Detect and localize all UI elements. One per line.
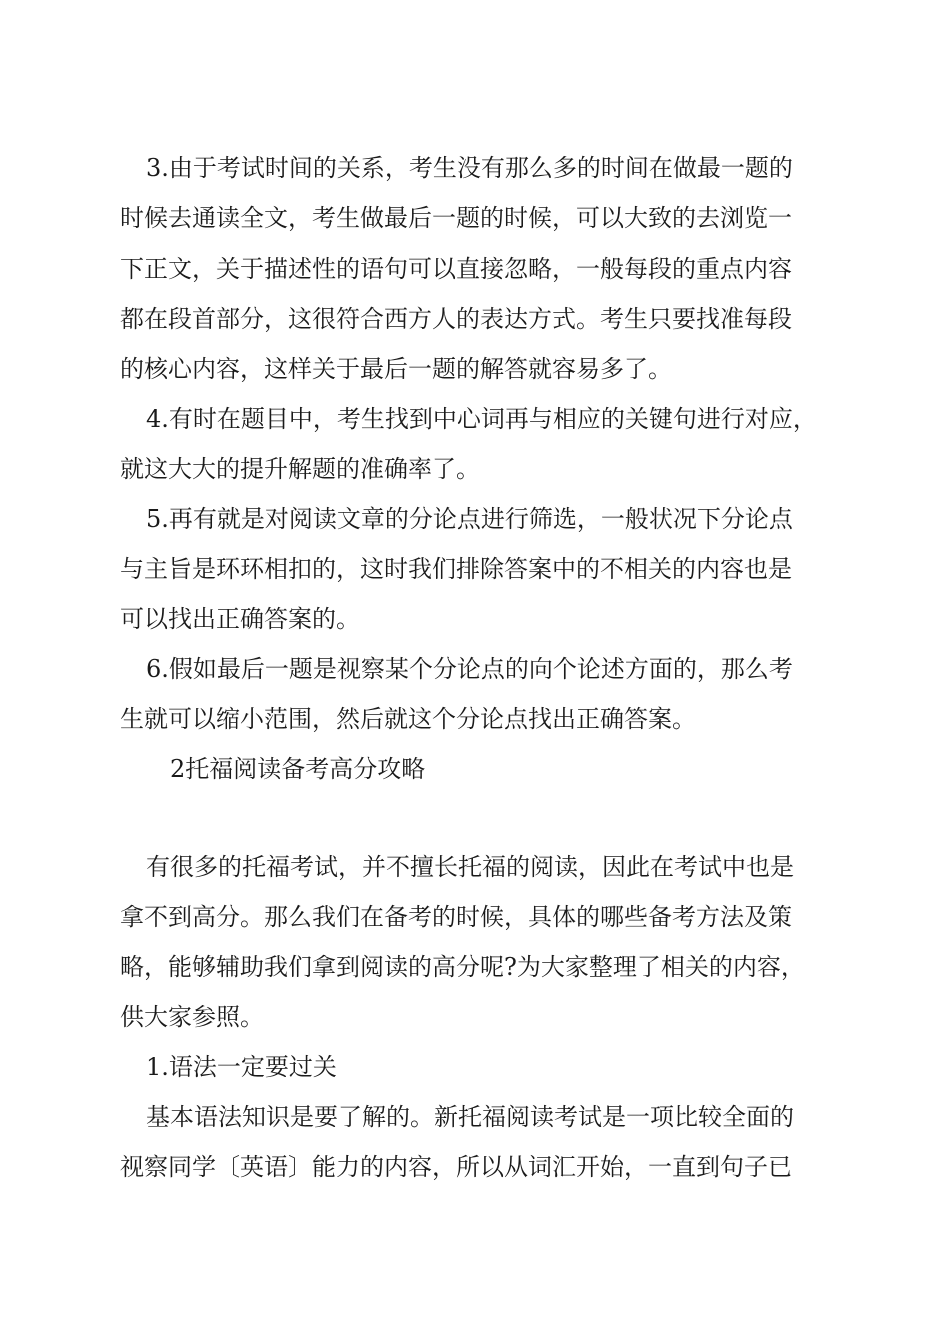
line-text: 就这大大的提升解题的准确率了。 (120, 455, 480, 483)
paragraph-line (0, 1099, 950, 1135)
line-text: 3.由于考试时间的关系，考生没有那么多的时间在做最一题的 (146, 154, 793, 182)
paragraph-line (0, 1149, 950, 1185)
paragraph-line (0, 551, 950, 587)
heading-text: 2托福阅读备考高分攻略 (170, 755, 426, 783)
line-text: 时候去通读全文，考生做最后一题的时候，可以大致的去浏览一 (120, 204, 792, 232)
subheading-line (0, 1049, 950, 1085)
paragraph-line (0, 849, 950, 885)
line-text: 4.有时在题目中，考生找到中心词再与相应的关键句进行对应， (146, 405, 817, 433)
line-text: 都在段首部分，这很符合西方人的表达方式。考生只要找准每段 (120, 305, 792, 333)
paragraph-line (0, 949, 950, 985)
line-text: 的核心内容，这样关于最后一题的解答就容易多了。 (120, 355, 672, 383)
paragraph-line (0, 999, 950, 1035)
line-text: 有很多的托福考试，并不擅长托福的阅读，因此在考试中也是 (146, 853, 794, 881)
line-text: 可以找出正确答案的。 (120, 605, 360, 633)
paragraph-line (0, 601, 950, 637)
line-text: 与主旨是环环相扣的，这时我们排除答案中的不相关的内容也是 (120, 555, 792, 583)
line-text: 5.再有就是对阅读文章的分论点进行筛选，一般状况下分论点 (146, 505, 793, 533)
paragraph-line (0, 501, 950, 537)
line-text: 基本语法知识是要了解的。新托福阅读考试是一项比较全面的 (146, 1103, 794, 1131)
paragraph-line (0, 651, 950, 687)
paragraph-line (0, 200, 950, 236)
paragraph-line (0, 351, 950, 387)
line-text: 供大家参照。 (120, 1003, 264, 1031)
paragraph-line (0, 251, 950, 287)
section-heading (0, 751, 950, 787)
paragraph-line (0, 451, 950, 487)
paragraph-line (0, 701, 950, 737)
paragraph-line (0, 150, 950, 186)
line-text: 下正文，关于描述性的语句可以直接忽略，一般每段的重点内容 (120, 255, 792, 283)
line-text: 略，能够辅助我们拿到阅读的高分呢?为大家整理了相关的内容， (120, 953, 805, 981)
paragraph-line (0, 301, 950, 337)
paragraph-line (0, 401, 950, 437)
line-text: 生就可以缩小范围，然后就这个分论点找出正确答案。 (120, 705, 696, 733)
line-text: 6.假如最后一题是视察某个分论点的向个论述方面的，那么考 (146, 655, 793, 683)
line-text: 1.语法一定要过关 (146, 1053, 337, 1081)
line-text: 拿不到高分。那么我们在备考的时候，具体的哪些备考方法及策 (120, 903, 792, 931)
paragraph-line (0, 899, 950, 935)
line-text: 视察同学〔英语〕能力的内容，所以从词汇开始，一直到句子已 (120, 1153, 792, 1181)
